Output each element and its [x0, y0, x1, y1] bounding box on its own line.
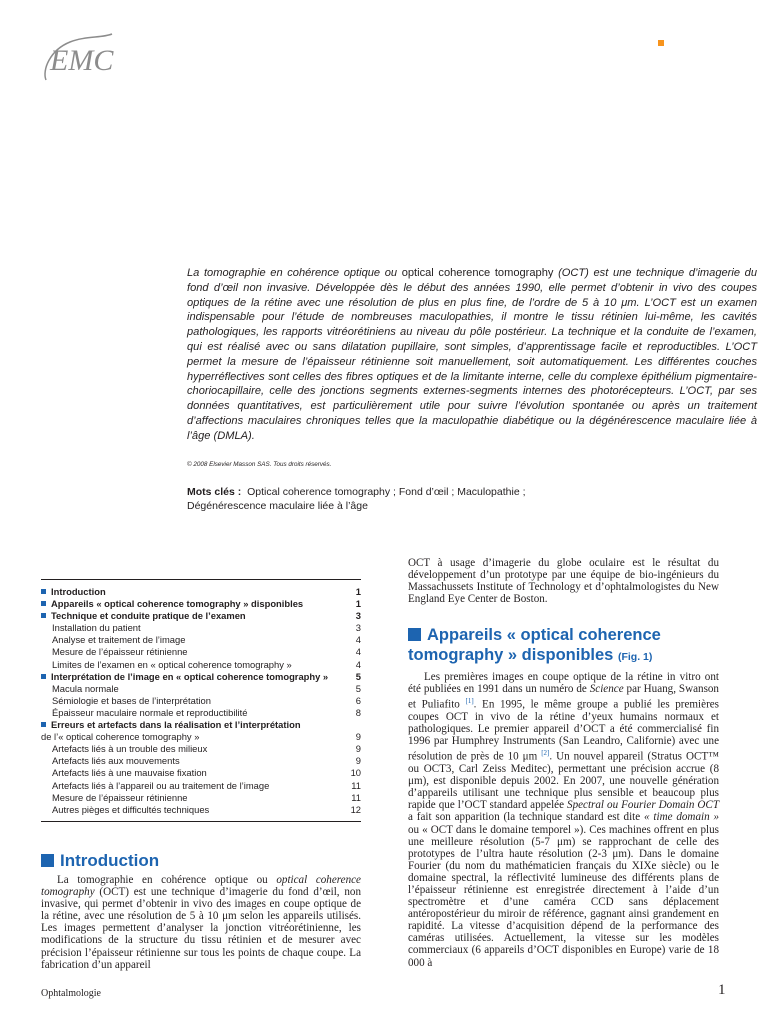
emc-logo: [40, 30, 120, 90]
toc-label: de l’« optical coherence tomography »: [41, 731, 200, 743]
toc-entry[interactable]: [41, 755, 361, 767]
devices-text: Les premières images en coupe optique de la rétine in vitro ont été publiées en 1991 dans un numéro de Science par Huang, Swanson et Puliafito [1]. En 1995, le même groupe a publié les premières coupes OCT in vivo de la rétine d’yeux humains normaux et pathologiques. Le premier appareil d’OCT a été commercialisé fin 1996 par Humphrey Instruments (San Leandro, Californie) avec une résolution de près de 10 μm [2]. Un nouvel appareil (Stratus OCT™ ou OCT3, Carl Zeiss Meditec), permettant une précision accrue (8 μm), est disponible depuis 2002. En 2007, une nouvelle génération d’appareils utilisant une technique plus sensible et beaucoup plus rapide que l’OCT standard appelée Spectral ou Fourier Domain OCT a fait son apparition (la technique standard est dite « time domain » ou « OCT dans le domaine temporel »). Ces machines offrent en plus une meilleure résolution (5-7 μm) se rapprochant de celle des prototypes de l’ultra haute résolution (2-3 μm). Dans le domaine Fourier (du nom du mathématicien français du XIXe siècle) ou le domaine spectral, la réflectivité lumineuse des différents plans de l’épaisseur rétinienne est enregistrée directement à l’aide d’un spectromètre et d’une caméra CCD sans déplacement antéropostérieur du miroir de référence, gagnant ainsi grandement en rapidité. La vitesse d’acquisition dépend de la performance des caméras utilisées. Actuellement, la vitesse sur les modèles commerciaux (6 appareils d’OCT disponibles en Europe) varie de 18 000 à: [408, 671, 720, 969]
toc-entry[interactable]: [41, 731, 361, 743]
heading-square-icon: [408, 628, 421, 641]
toc-page: 5: [355, 682, 361, 694]
devices-heading: Appareils « optical coherence tomography » disponibles (Fig. 1): [408, 626, 661, 664]
toc-entry[interactable]: [41, 707, 361, 719]
toc-entry[interactable]: [41, 622, 361, 634]
footer-journal: Ophtalmologie: [41, 988, 101, 999]
toc-page: 11: [351, 791, 361, 803]
toc-label: Artefacts liés à un trouble des milieux: [52, 743, 208, 755]
intro-text: La tomographie en cohérence optique ou optical coherence tomography (OCT) est une technique d’imagerie du fond d’œil, non invasive, qui permet d’obtenir in vivo des images en coupe optique de la rétine, avec une résolution de 5 à 10 μm selon les appareils utilisés. Les images permettent d’analyser la jonction vitréorétinienne, les modifications de la structure du tissu rétinien et de mesurer avec précision l’épaisseur rétinienne sur tous les points de chaque coupe. La fabrication d’un appareil: [41, 874, 361, 971]
toc-page: 4: [355, 634, 361, 646]
toc-entry[interactable]: [41, 659, 361, 671]
toc-page: 12: [350, 803, 361, 815]
abstract: La tomographie en cohérence optique ou optical coherence tomography (OCT) est une technique d’imagerie du fond d’œil non invasive. Développée dès le début des années 1990, elle permet d’obtenir in vivo des coupes optiques de la rétine avec une résolution de plus en plus fine, de l’ordre de 5 à 10 μm. L’OCT est un examen indispensable pour l’étude de nombreuses maculopathies, il montre le tissu rétinien lui-même, les cavités pathologiques, les rapports vitréorétiniens au niveau du pôle postérieur. La technique et la conduite de l’examen, qui est réalisé avec ou sans dilatation pupillaire, sont simples, d’apprentissage facile et reproductibles. L’OCT permet la mesure de l’épaisseur rétinienne soit manuellement, soit automatiquement. Les différentes couches hyperréflectives sont celles des fibres optiques et de la limitante interne, celle du complexe épithélium pigmentaire-choriocapillaire, celle des jonctions segments externes-segments internes des photorécepteurs. L’OCT, par ses données quantitatives, est particulièrement utile pour suivre l’évolution spontanée ou après un traitement d’affections maculaires chroniques telles que la maculopathie diabétique ou la dégénérescence maculaire liée à l’âge (DMLA).: [187, 267, 757, 442]
toc-label: Artefacts liés à l’appareil ou au traitement de l’image: [52, 779, 270, 791]
table-of-contents: [41, 579, 361, 822]
copyright: © 2008 Elsevier Masson SAS. Tous droits réservés.: [187, 461, 332, 468]
toc-page: 8: [355, 706, 361, 718]
toc-entry[interactable]: [41, 683, 361, 695]
toc-label: Analyse et traitement de l’image: [52, 634, 186, 646]
toc-label: Mesure de l’épaisseur rétinienne: [52, 791, 188, 803]
toc-entry[interactable]: [41, 598, 361, 610]
toc-page: 4: [355, 658, 361, 670]
toc-entry[interactable]: [41, 646, 361, 658]
toc-label: Interprétation de l’image en « optical coherence tomography »: [41, 671, 339, 683]
right-col-cont: OCT à usage d’imagerie du globe oculaire est le résultat du développement d’un prototype par une équipe de bio-ingénieurs du Massachussets Institute of Technology et d’ophtalmologistes du New England Eye Center de Boston.: [408, 557, 719, 606]
intro-heading: Introduction: [41, 851, 159, 871]
toc-page: 3: [355, 610, 361, 622]
toc-page: 3: [355, 622, 361, 634]
toc-label: Mesure de l’épaisseur rétinienne: [52, 646, 188, 658]
toc-label: Autres pièges et difficultés techniques: [52, 803, 210, 815]
toc-entry[interactable]: [41, 804, 361, 816]
toc-page: 5: [355, 670, 361, 682]
toc-page: 1: [355, 598, 361, 610]
toc-label: Sémiologie et bases de l’interprétation: [52, 694, 211, 706]
toc-entry[interactable]: [41, 719, 361, 731]
toc-label: Appareils « optical coherence tomography » disponibles: [41, 598, 339, 610]
toc-page: 9: [355, 731, 361, 743]
toc-page: 4: [355, 646, 361, 658]
toc-label: Artefacts liés à une mauvaise fixation: [52, 767, 207, 779]
toc-entry[interactable]: [41, 792, 361, 804]
toc-label: Introduction: [41, 586, 339, 598]
toc-page: 11: [351, 779, 361, 791]
toc-label: Limites de l’examen en « optical coherence tomography »: [52, 658, 292, 670]
toc-page: 1: [355, 586, 361, 597]
toc-entry[interactable]: [41, 695, 361, 707]
toc-label: Épaisseur maculaire normale et reproductibilité: [52, 706, 248, 718]
toc-label: Technique et conduite pratique de l’examen: [41, 610, 339, 622]
toc-label: Installation du patient: [52, 622, 141, 634]
toc-entry[interactable]: [41, 743, 361, 755]
orange-mark: [658, 40, 664, 46]
toc-entry[interactable]: [41, 671, 361, 683]
heading-square-icon: [41, 854, 54, 867]
toc-page: 9: [355, 755, 361, 767]
toc-page: 9: [355, 743, 361, 755]
toc-entry[interactable]: [41, 634, 361, 646]
page-number: 1: [718, 982, 726, 998]
toc-label: Artefacts liés aux mouvements: [52, 755, 180, 767]
toc-page: 6: [355, 694, 361, 706]
keywords: Mots clés : Optical coherence tomography ; Fond d’œil ; Maculopathie ; Dégénérescence maculaire liée à l’âge: [187, 486, 526, 512]
toc-label: Macula normale: [52, 682, 119, 694]
toc-entry[interactable]: [41, 767, 361, 779]
toc-entry[interactable]: [41, 610, 361, 622]
logo-text: EMC: [50, 44, 114, 77]
toc-entry[interactable]: [41, 586, 361, 598]
toc-entry[interactable]: [41, 780, 361, 792]
keywords-label: Mots clés :: [187, 486, 242, 498]
toc-page: 10: [350, 767, 361, 779]
toc-label: Erreurs et artefacts dans la réalisation et l’interprétation: [41, 719, 339, 731]
